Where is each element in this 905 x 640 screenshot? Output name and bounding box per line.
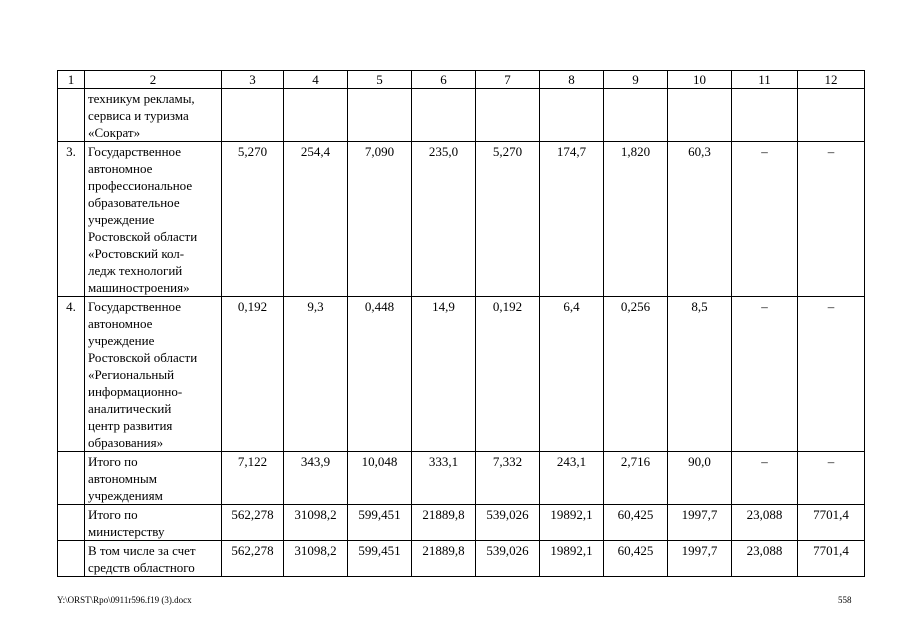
value-cell	[476, 89, 540, 142]
value-cell: 6,4	[540, 297, 604, 452]
name-line: аналитический	[88, 401, 172, 416]
name-line: министерству	[88, 524, 165, 539]
value-cell: –	[732, 297, 798, 452]
value-cell: 599,451	[348, 541, 412, 577]
row-number-cell	[58, 505, 85, 541]
table-row	[58, 505, 865, 541]
name-line: техникум рекламы,	[88, 91, 195, 106]
name-line: «Региональный	[88, 367, 175, 382]
value-cell: 539,026	[476, 505, 540, 541]
value-cell: 5,270	[476, 142, 540, 297]
row-number-cell	[58, 541, 85, 577]
value-cell: 8,5	[668, 297, 732, 452]
value-cell: –	[798, 452, 865, 505]
value-cell: –	[732, 452, 798, 505]
name-line: «Сократ»	[88, 125, 141, 140]
value-cell: 10,048	[348, 452, 412, 505]
column-header: 4	[284, 71, 348, 89]
name-line: автономное	[88, 316, 153, 331]
data-table	[57, 70, 865, 577]
value-cell: 21889,8	[412, 505, 476, 541]
value-cell: 333,1	[412, 452, 476, 505]
institution-name-cell	[85, 89, 222, 142]
column-header: 9	[604, 71, 668, 89]
name-line: Ростовской области	[88, 229, 198, 244]
name-line: автономным	[88, 471, 157, 486]
column-header: 2	[85, 71, 222, 89]
value-cell: 1,820	[604, 142, 668, 297]
row-number-cell	[58, 89, 85, 142]
value-cell: 23,088	[732, 505, 798, 541]
row-number-cell	[58, 452, 85, 505]
value-cell: 60,425	[604, 505, 668, 541]
name-line: образовательное	[88, 195, 180, 210]
value-cell: 1997,7	[668, 505, 732, 541]
value-cell: 5,270	[222, 142, 284, 297]
value-cell: 9,3	[284, 297, 348, 452]
institution-name-cell	[85, 452, 222, 505]
name-line: Государственное	[88, 299, 181, 314]
column-header: 10	[668, 71, 732, 89]
value-cell: –	[798, 297, 865, 452]
column-header: 3	[222, 71, 284, 89]
name-line: учреждениям	[88, 488, 163, 503]
name-line: ледж технологий	[88, 263, 183, 278]
table-row	[58, 89, 865, 142]
row-number-cell: 4.	[58, 297, 85, 452]
header-row	[58, 71, 865, 89]
row-number-cell: 3.	[58, 142, 85, 297]
name-line: «Ростовский кол-	[88, 246, 185, 261]
page-number: 558	[838, 595, 852, 605]
name-line: Ростовской области	[88, 350, 198, 365]
value-cell: 174,7	[540, 142, 604, 297]
institution-name-cell	[85, 541, 222, 577]
institution-name-cell	[85, 297, 222, 452]
value-cell: 31098,2	[284, 541, 348, 577]
column-header: 7	[476, 71, 540, 89]
value-cell: 1997,7	[668, 541, 732, 577]
name-line: машиностроения»	[88, 280, 190, 295]
name-line: средств областного	[88, 560, 195, 575]
value-cell: 90,0	[668, 452, 732, 505]
value-cell: –	[732, 142, 798, 297]
value-cell: 14,9	[412, 297, 476, 452]
table-row	[58, 142, 865, 297]
name-line: информационно-	[88, 384, 183, 399]
value-cell: 7,332	[476, 452, 540, 505]
name-line: образования»	[88, 435, 164, 450]
column-header: 12	[798, 71, 865, 89]
value-cell: 0,448	[348, 297, 412, 452]
table-row	[58, 541, 865, 577]
value-cell: 7701,4	[798, 541, 865, 577]
table-row	[58, 297, 865, 452]
value-cell: 343,9	[284, 452, 348, 505]
column-header: 1	[58, 71, 85, 89]
value-cell: 31098,2	[284, 505, 348, 541]
column-header: 6	[412, 71, 476, 89]
value-cell: 235,0	[412, 142, 476, 297]
file-path: Y:\ORST\Rpo\0911r596.f19 (3).docx	[57, 595, 192, 605]
value-cell: 19892,1	[540, 505, 604, 541]
name-line: центр развития	[88, 418, 173, 433]
value-cell: 599,451	[348, 505, 412, 541]
value-cell: 7,090	[348, 142, 412, 297]
value-cell	[732, 89, 798, 142]
column-header: 11	[732, 71, 798, 89]
name-line: учреждение	[88, 212, 155, 227]
name-line: Государственное	[88, 144, 181, 159]
value-cell	[604, 89, 668, 142]
value-cell: 23,088	[732, 541, 798, 577]
value-cell	[798, 89, 865, 142]
name-line: В том числе за счет	[88, 543, 196, 558]
value-cell: 2,716	[604, 452, 668, 505]
value-cell: 562,278	[222, 541, 284, 577]
value-cell	[668, 89, 732, 142]
value-cell: 0,256	[604, 297, 668, 452]
name-line: Итого по	[88, 454, 138, 469]
name-line: Итого по	[88, 507, 138, 522]
value-cell: 7701,4	[798, 505, 865, 541]
value-cell	[284, 89, 348, 142]
value-cell: –	[798, 142, 865, 297]
institution-name-cell	[85, 505, 222, 541]
value-cell: 539,026	[476, 541, 540, 577]
value-cell: 0,192	[476, 297, 540, 452]
value-cell	[348, 89, 412, 142]
value-cell: 21889,8	[412, 541, 476, 577]
column-header: 5	[348, 71, 412, 89]
name-line: сервиса и туризма	[88, 108, 189, 123]
value-cell: 562,278	[222, 505, 284, 541]
value-cell	[222, 89, 284, 142]
name-line: учреждение	[88, 333, 155, 348]
value-cell: 60,3	[668, 142, 732, 297]
name-line: профессиональное	[88, 178, 193, 193]
value-cell: 7,122	[222, 452, 284, 505]
name-line: автономное	[88, 161, 153, 176]
value-cell: 60,425	[604, 541, 668, 577]
value-cell	[540, 89, 604, 142]
institution-name-cell	[85, 142, 222, 297]
table-row	[58, 452, 865, 505]
value-cell: 19892,1	[540, 541, 604, 577]
value-cell: 0,192	[222, 297, 284, 452]
value-cell: 243,1	[540, 452, 604, 505]
table-body	[58, 71, 865, 577]
value-cell	[412, 89, 476, 142]
column-header: 8	[540, 71, 604, 89]
value-cell: 254,4	[284, 142, 348, 297]
